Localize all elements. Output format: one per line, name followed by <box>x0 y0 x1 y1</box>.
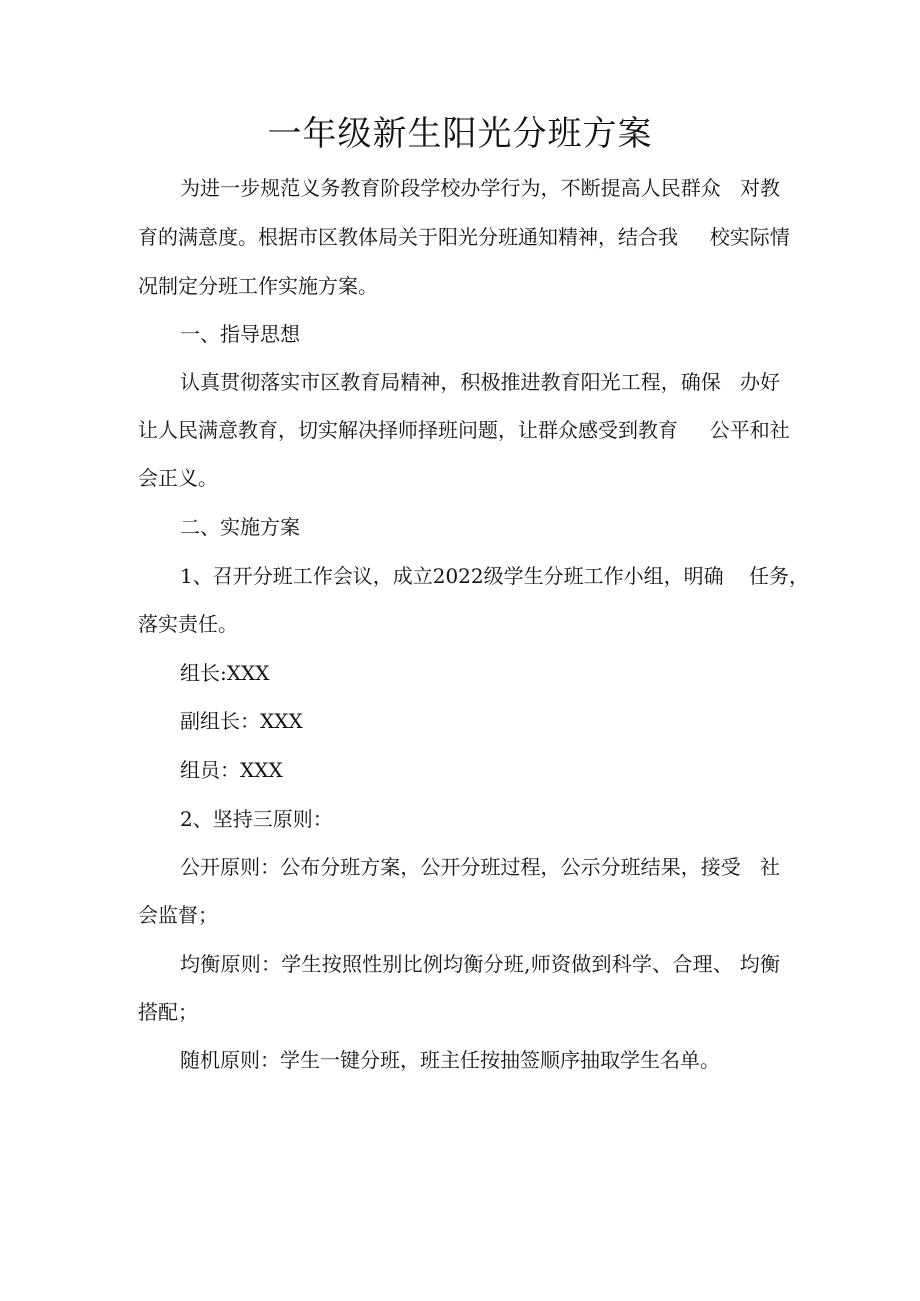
vice-leader-line: 副组长：XXX <box>180 709 303 733</box>
item1-line-1: 1、召开分班工作会议，成立2022级学生分班工作小组，明确 任务， <box>180 564 810 588</box>
section1-line-2: 让人民满意教育，切实解决择师择班问题，让群众感受到教育 公平和社 <box>138 418 790 442</box>
members-line: 组员：XXX <box>180 758 283 782</box>
section1-heading: 一、指导思想 <box>180 322 300 346</box>
item1-line-2: 落实责任。 <box>138 612 238 636</box>
section1-line-1: 认真贯彻落实市区教育局精神，积极推进教育阳光工程，确保 办好 <box>180 370 780 394</box>
item2-heading: 2、坚持三原则： <box>180 807 333 831</box>
principle-random-line: 随机原则：学生一键分班，班主任按抽签顺序抽取学生名单。 <box>180 1048 720 1072</box>
principle-balance-line-2: 搭配； <box>138 1000 198 1024</box>
principle-balance-line-1: 均衡原则：学生按照性别比例均衡分班,师资做到科学、合理、 均衡 <box>180 952 780 976</box>
leader-line: 组长:XXX <box>180 661 270 685</box>
section2-heading: 二、实施方案 <box>180 515 300 539</box>
intro-line-1: 为进一步规范义务教育阶段学校办学行为，不断提高人民群众 对教 <box>180 176 780 200</box>
intro-line-3: 况制定分班工作实施方案。 <box>138 274 378 298</box>
intro-line-2: 育的满意度。根据市区教体局关于阳光分班通知精神，结合我 校实际情 <box>138 225 790 249</box>
principle-open-line-2: 会监督； <box>138 903 218 927</box>
document-title: 一年级新生阳光分班方案 <box>267 114 653 154</box>
section1-line-3: 会正义。 <box>138 466 218 490</box>
principle-open-line-1: 公开原则：公布分班方案，公开分班过程，公示分班结果，接受 社 <box>180 855 780 879</box>
